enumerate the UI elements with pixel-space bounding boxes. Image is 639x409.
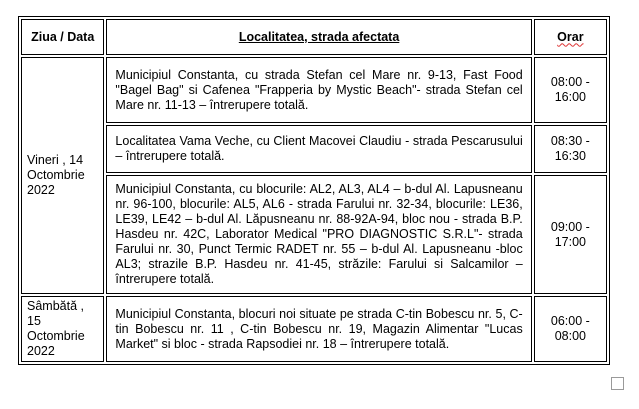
location-cell: Localitatea Vama Veche, cu Client Macovei Claudiu - strada Pescarusului – întrerupere totală. [106,125,531,173]
header-day: Ziua / Data [21,19,104,55]
location-cell: Municipiul Constanta, cu strada Stefan cel Mare nr. 9-13, Fast Food "Bagel Bag" si Cafenea "Frapperia by Mystic Beach"- strada Stefan cel Mare nr. 11-13 – întrerupere totală. [106,57,531,123]
header-row [21,19,607,55]
schedule-cell: 09:00 - 17:00 [534,175,607,294]
header-schedule: Orar [534,19,607,55]
table-row [21,57,607,123]
table-row [21,296,607,362]
schedule-cell: 06:00 - 08:00 [534,296,607,362]
table-row [21,175,607,294]
location-cell: Municipiul Constanta, blocuri noi situate pe strada C-tin Bobescu nr. 5, C-tin Bobescu nr. 11 , C-tin Bobescu nr. 19, Magazin Alimentar "Lucas Market" si bloc - strada Rapsodiei nr. 18 – întrerupere totală. [106,296,531,362]
day-cell-saturday: Sâmbătă , 15 Octombrie 2022 [21,296,104,362]
day-cell-friday: Vineri , 14 Octombrie 2022 [21,57,104,294]
location-cell: Municipiul Constanta, cu blocurile: AL2, AL3, AL4 – b-dul Al. Lapusneanu nr. 96-100, blocurile: AL5, AL6 - strada Farului nr. 32-34, blocurile: LE36, LE39, LE42 – b-dul Al. Lăpusneanu nr. 88-92A-94, bloc nou - strada B.P. Hasdeu nr. 42C, Laborator Medical "PRO DIAGNOSTIC S.R.L"- strada Farului nr. 30, Punct Termic RADET nr. 55 – b-dul Al. Lapusneanu -bloc AL3; strazile B.P. Hasdeu nr. 41-45, străzile: Farului si Salcamilor – întrerupere totală. [106,175,531,294]
outage-schedule-table [18,16,610,365]
header-location: Localitatea, strada afectata [106,19,531,55]
schedule-cell: 08:00 - 16:00 [534,57,607,123]
schedule-cell: 08:30 - 16:30 [534,125,607,173]
table-resize-handle[interactable] [611,377,624,390]
table-row [21,125,607,173]
